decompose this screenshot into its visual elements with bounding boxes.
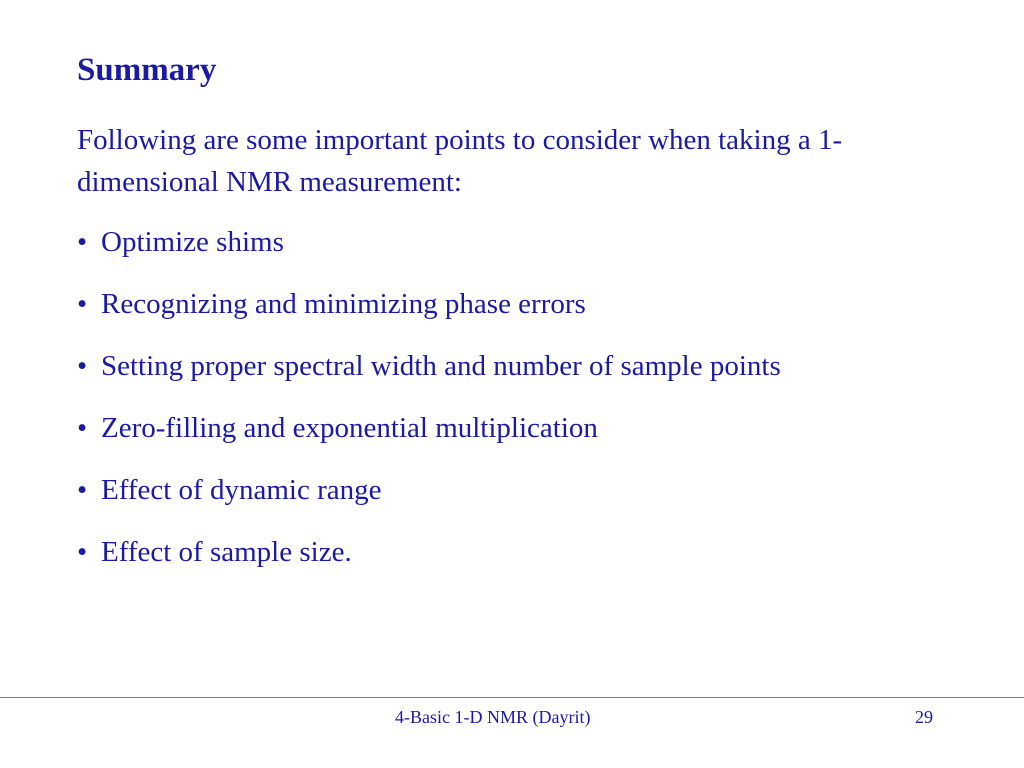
footer-divider [0, 697, 1024, 698]
bullet-item [77, 345, 781, 407]
bullet-text: Recognizing and minimizing phase errors [101, 288, 586, 320]
bullet-icon: • [77, 536, 88, 568]
bullet-text: Effect of dynamic range [101, 474, 382, 506]
bullet-text: Setting proper spectral width and number of sample points [101, 350, 781, 382]
bullet-item [77, 221, 781, 283]
bullet-icon: • [77, 350, 88, 382]
bullet-text: Zero-filling and exponential multiplication [101, 412, 598, 444]
page-number: 29 [915, 707, 933, 727]
bullet-item [77, 469, 781, 531]
bullet-icon: • [77, 474, 88, 506]
bullet-item [77, 407, 781, 469]
bullet-icon: • [77, 412, 88, 444]
footer-caption: 4-Basic 1-D NMR (Dayrit) [395, 707, 591, 727]
slide-title: Summary [77, 52, 217, 88]
bullet-icon: • [77, 288, 88, 320]
intro-paragraph: Following are some important points to consider when taking a 1-dimensional NMR measurement: [77, 124, 843, 198]
bullet-text: Effect of sample size. [101, 536, 352, 568]
bullet-text: Optimize shims [101, 226, 284, 258]
bullet-item [77, 531, 781, 593]
bullet-list [77, 221, 781, 593]
bullet-item [77, 283, 781, 345]
bullet-icon: • [77, 226, 88, 258]
